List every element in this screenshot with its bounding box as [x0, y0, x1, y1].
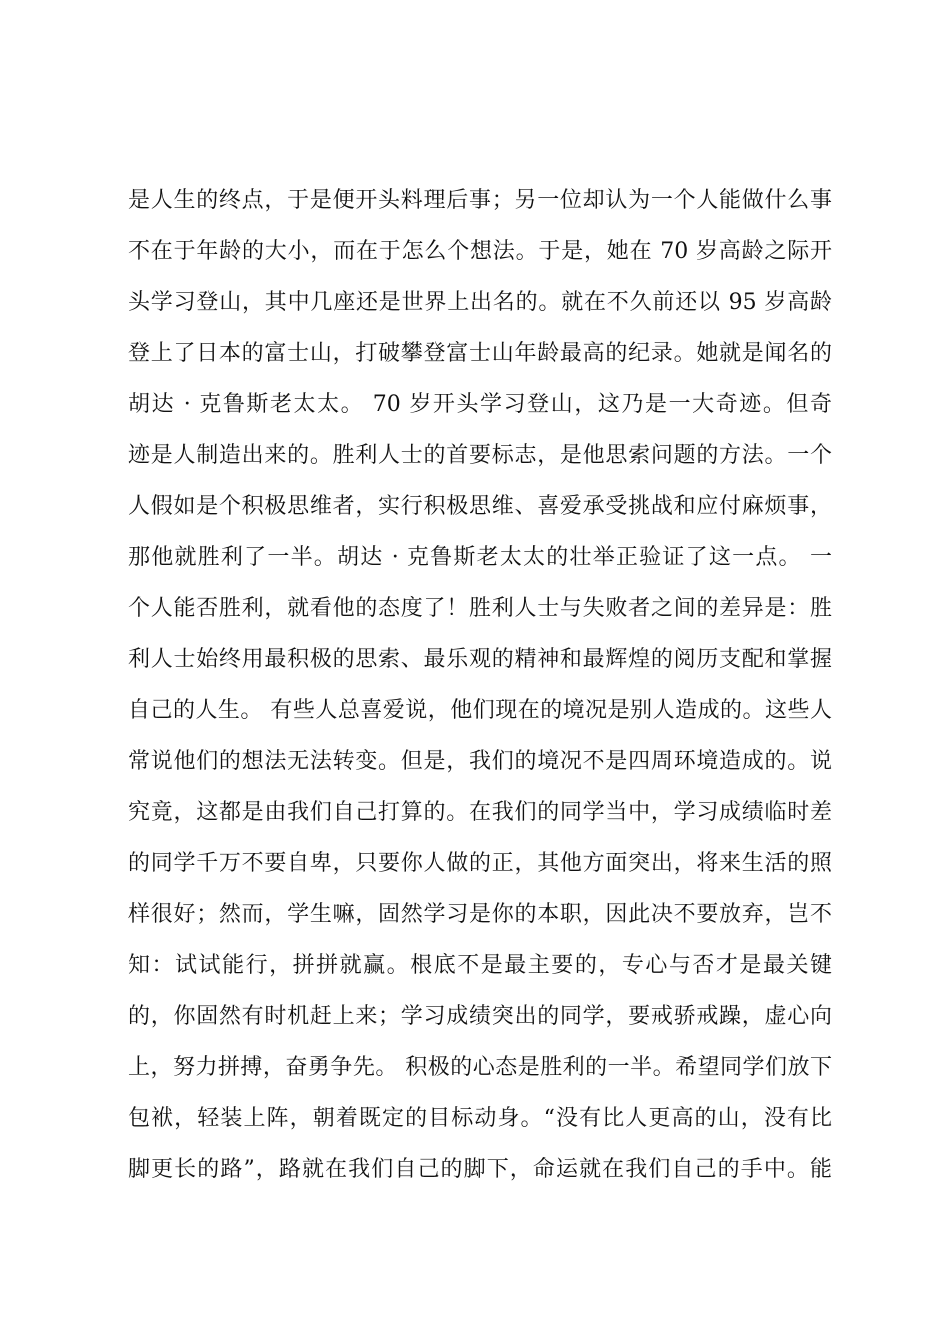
- text-line: 脚更长的路”，路就在我们自己的脚下，命运就在我们自己的手中。能: [128, 1157, 832, 1182]
- text-line: 是人生的终点，于是便开头料理后事；另一位却认为一个人能做什么事: [128, 188, 832, 213]
- text-line: 知：试试能行，拼拼就赢。根底不是最主要的，专心与否才是最关键: [128, 953, 832, 978]
- text-line: 胡达 · 克鲁斯老太太。 70 岁开头学习登山，这乃是一大奇迹。但奇: [128, 392, 832, 417]
- text-line: 那他就胜利了一半。胡达 · 克鲁斯老太太的壮举正验证了这一点。 一: [128, 545, 832, 570]
- text-line: 的，你固然有时机赶上来；学习成绩突出的同学，要戒骄戒躁，虚心向: [128, 1004, 832, 1029]
- text-line: 登上了日本的富士山，打破攀登富士山年龄最高的纪录。她就是闻名的: [128, 341, 832, 366]
- text-line: 包袱，轻装上阵，朝着既定的目标动身。“没有比人更高的山，没有比: [128, 1106, 832, 1131]
- text-line: 利人士始终用最积极的思索、最乐观的精神和最辉煌的阅历支配和掌握: [128, 647, 832, 672]
- text-line: 自己的人生。 有些人总喜爱说，他们现在的境况是别人造成的。这些人: [128, 698, 832, 723]
- text-line: 人假如是个积极思维者，实行积极思维、喜爱承受挑战和应付麻烦事，: [128, 494, 832, 519]
- text-line: 常说他们的想法无法转变。但是，我们的境况不是四周环境造成的。说: [128, 749, 832, 774]
- text-line: 迹是人制造出来的。胜利人士的首要标志，是他思索问题的方法。一个: [128, 443, 832, 468]
- text-line: 样很好；然而，学生嘛，固然学习是你的本职，因此决不要放弃，岂不: [128, 902, 832, 927]
- text-line: 究竟，这都是由我们自己打算的。在我们的同学当中，学习成绩临时差: [128, 800, 832, 825]
- text-line: 个人能否胜利，就看他的态度了！胜利人士与失败者之间的差异是：胜: [128, 596, 832, 621]
- text-line: 头学习登山，其中几座还是世界上出名的。就在不久前还以 95 岁高龄: [128, 290, 832, 315]
- text-line: 上，努力拼搏，奋勇争先。 积极的心态是胜利的一半。希望同学们放下: [128, 1055, 832, 1080]
- text-line: 的同学千万不要自卑，只要你人做的正，其他方面突出，将来生活的照: [128, 851, 832, 876]
- text-line: 不在于年龄的大小，而在于怎么个想法。于是，她在 70 岁高龄之际开: [128, 239, 832, 264]
